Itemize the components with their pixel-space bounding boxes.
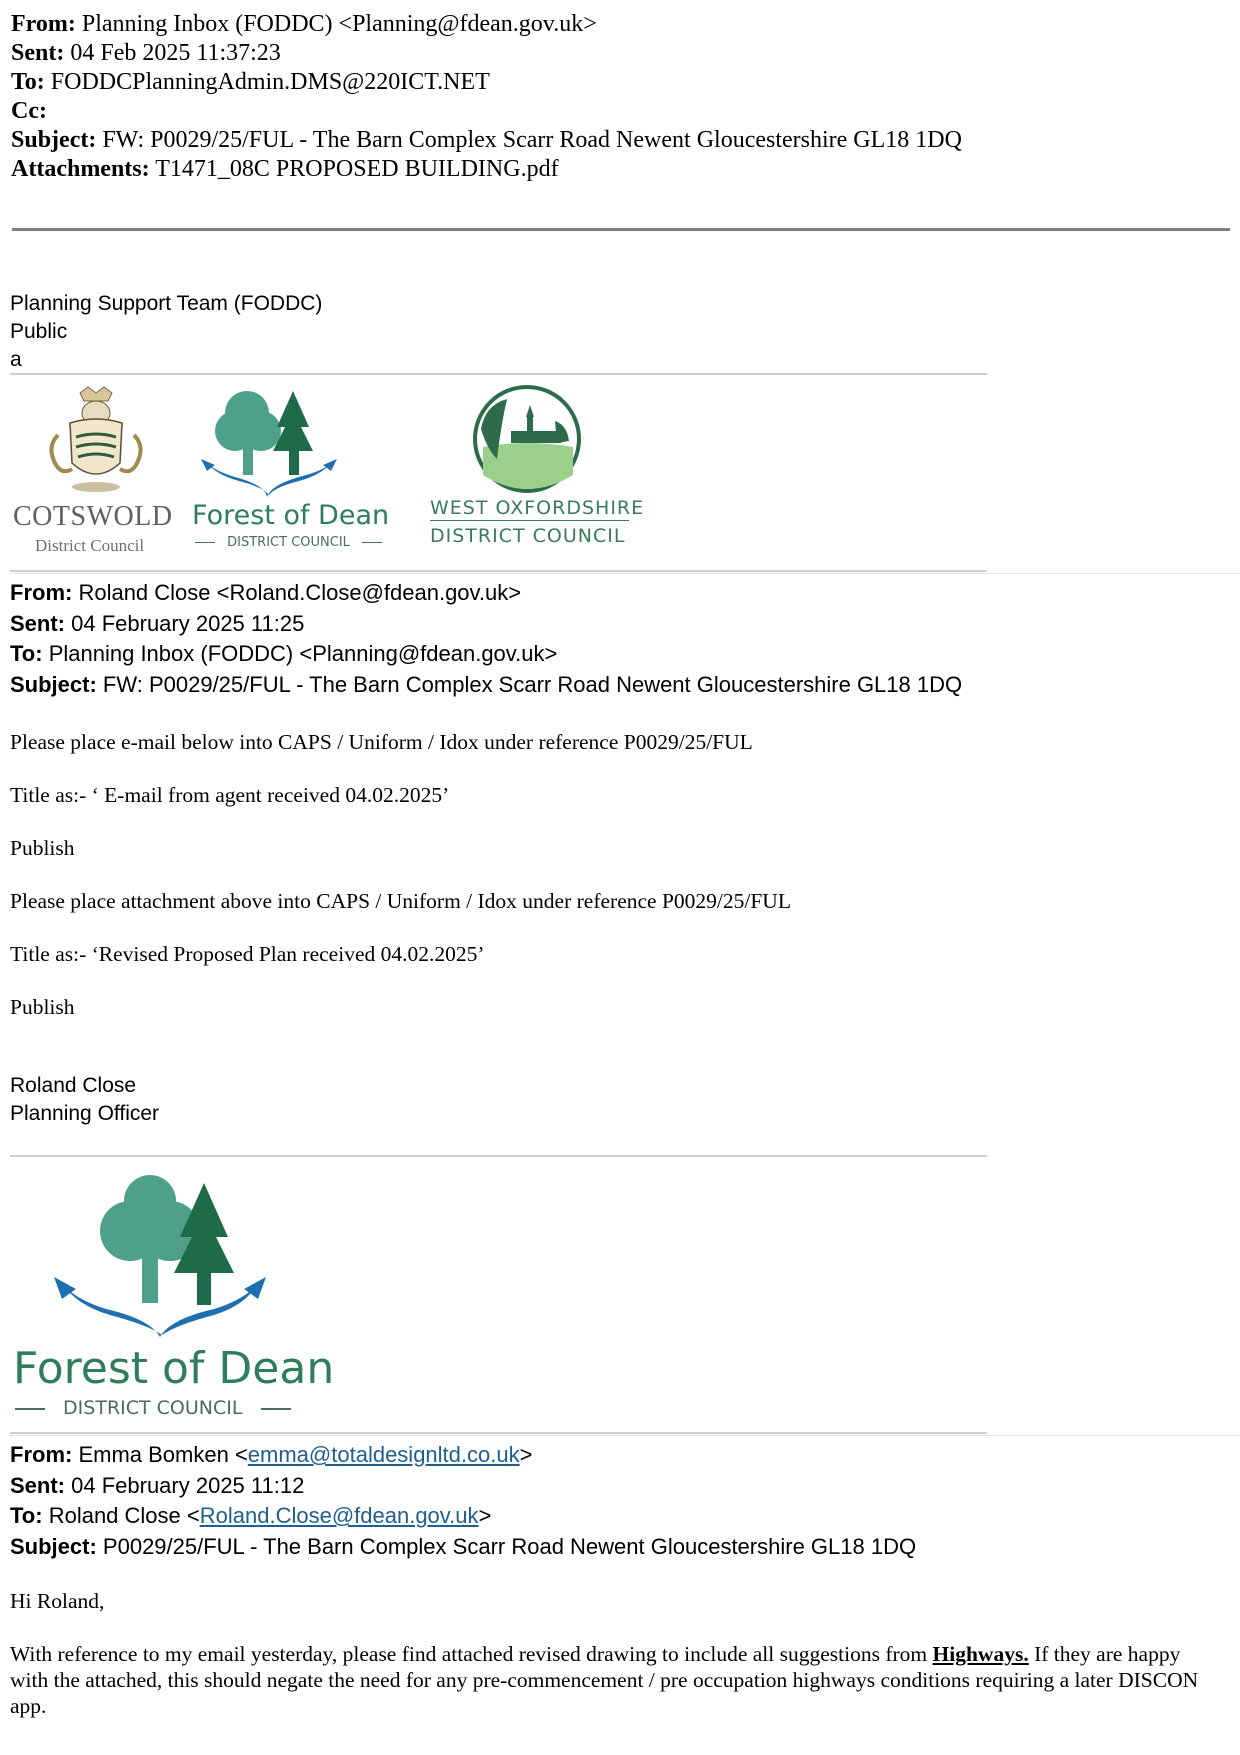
support-extra: a [10, 348, 22, 371]
officer-title: Planning Officer [10, 1102, 160, 1125]
outer-email-header [11, 10, 1211, 184]
message1-p3: Publish [10, 836, 75, 860]
message1-p6: Publish [10, 995, 75, 1019]
support-signature [10, 290, 322, 374]
message2-greeting: Hi Roland, [10, 1589, 105, 1613]
header-divider [12, 228, 1230, 231]
cotswold-name: COTSWOLD [13, 501, 173, 532]
logo-large-divider-light [10, 1435, 1240, 1436]
message1-p1: Please place e-mail below into CAPS / Uniform / Idox under reference P0029/25/FUL [10, 730, 753, 754]
wo-line1: WEST OXFORDSHIRE [430, 497, 645, 519]
cotswold-subtitle: District Council [35, 536, 145, 555]
outer-from-value: Planning Inbox (FODDC) <Planning@fdean.gov.uk> [81, 11, 597, 37]
outer-sent-line: Sent: 04 Feb 2025 11:37:23 [11, 40, 281, 66]
attachment-link[interactable]: T1471_08C PROPOSED BUILDING.pdf [155, 156, 559, 182]
fw2-sent-line: Sent: 04 February 2025 11:12 [10, 1472, 305, 1498]
officer-divider [10, 1155, 987, 1157]
logos-divider-light [10, 573, 1240, 574]
tree-logo-icon [195, 385, 395, 497]
highways-text: Highways. [932, 1642, 1029, 1666]
fw1-to-line: To: Planning Inbox (FODDC) <Planning@fdean.gov.uk> [10, 641, 558, 666]
fod-small-name: Forest of Dean [192, 500, 390, 531]
message2-body: With reference to my email yesterday, please find attached revised drawing to include all suggestions from Highways. If they are happy with the attached, this should negate the need for any pre-commencement / pre occupation highways conditions requiring a later DISCON app. [10, 1642, 1199, 1718]
officer-signature [10, 1072, 159, 1128]
forest-of-dean-logo-large [10, 1165, 335, 1420]
forward1-header [10, 578, 1230, 700]
fw2-from-line: From: Emma Bomken <emma@totaldesignltd.co.uk> [10, 1442, 533, 1467]
message1-p2: Title as:- ‘ E-mail from agent received 04.02.2025’ [10, 783, 450, 807]
outer-cc-line: Cc: [11, 98, 47, 124]
outer-subject-value: FW: P0029/25/FUL - The Barn Complex Scarr Road Newent Gloucestershire GL18 1DQ [102, 127, 962, 153]
support-classification: Public [10, 320, 68, 343]
church-landscape-icon [427, 385, 627, 495]
signature-divider [10, 373, 987, 375]
roland-email-link[interactable]: Roland.Close@fdean.gov.uk [199, 1503, 479, 1528]
message1-p4: Please place attachment above into CAPS / Uniform / Idox under reference P0029/25/FUL [10, 889, 791, 913]
outer-to-value: FODDCPlanningAdmin.DMS@220ICT.NET [50, 69, 490, 95]
message1-p5: Title as:- ‘Revised Proposed Plan received 04.02.2025’ [10, 942, 485, 966]
cotswold-crest-icon [10, 385, 180, 495]
fod-large-subtitle: DISTRICT COUNCIL [15, 1397, 291, 1419]
forward2-header [10, 1440, 1230, 1562]
support-team-name: Planning Support Team (FODDC) [10, 292, 323, 315]
forest-of-dean-logo-small [192, 385, 395, 555]
fod-small-subtitle: DISTRICT COUNCIL [195, 535, 382, 550]
logos-divider [10, 570, 987, 572]
officer-name: Roland Close [10, 1074, 137, 1097]
wo-line2: DISTRICT COUNCIL [430, 525, 626, 547]
outer-to-line: To: FODDCPlanningAdmin.DMS@220ICT.NET [11, 69, 490, 95]
logo-large-divider [10, 1432, 987, 1434]
outer-from-line: From: Planning Inbox (FODDC) <Planning@fdean.gov.uk> [11, 11, 597, 37]
fw2-to-line: To: Roland Close <Roland.Close@fdean.gov.uk> [10, 1503, 492, 1528]
outer-sent-value: 04 Feb 2025 11:37:23 [70, 40, 281, 66]
outer-subject-line: Subject: FW: P0029/25/FUL - The Barn Complex Scarr Road Newent Gloucestershire GL18 1DQ [11, 127, 962, 153]
fw1-sent-line: Sent: 04 February 2025 11:25 [10, 610, 305, 636]
emma-email-link[interactable]: emma@totaldesignltd.co.uk [247, 1442, 520, 1467]
tree-logo-large-icon [10, 1165, 330, 1340]
fw1-from-line: From: Roland Close <Roland.Close@fdean.gov.uk> [10, 580, 522, 605]
wo-divider [430, 520, 629, 521]
west-oxfordshire-logo [427, 385, 645, 555]
cotswold-logo [10, 385, 180, 555]
fw1-subject-line: Subject: FW: P0029/25/FUL - The Barn Complex Scarr Road Newent Gloucestershire GL18 1DQ [10, 671, 963, 697]
fw2-subject-line: Subject: P0029/25/FUL - The Barn Complex Scarr Road Newent Gloucestershire GL18 1DQ [10, 1533, 917, 1559]
fod-large-name: Forest of Dean [13, 1343, 335, 1394]
outer-attachments-line: Attachments: T1471_08C PROPOSED BUILDING.pdf [11, 156, 559, 182]
